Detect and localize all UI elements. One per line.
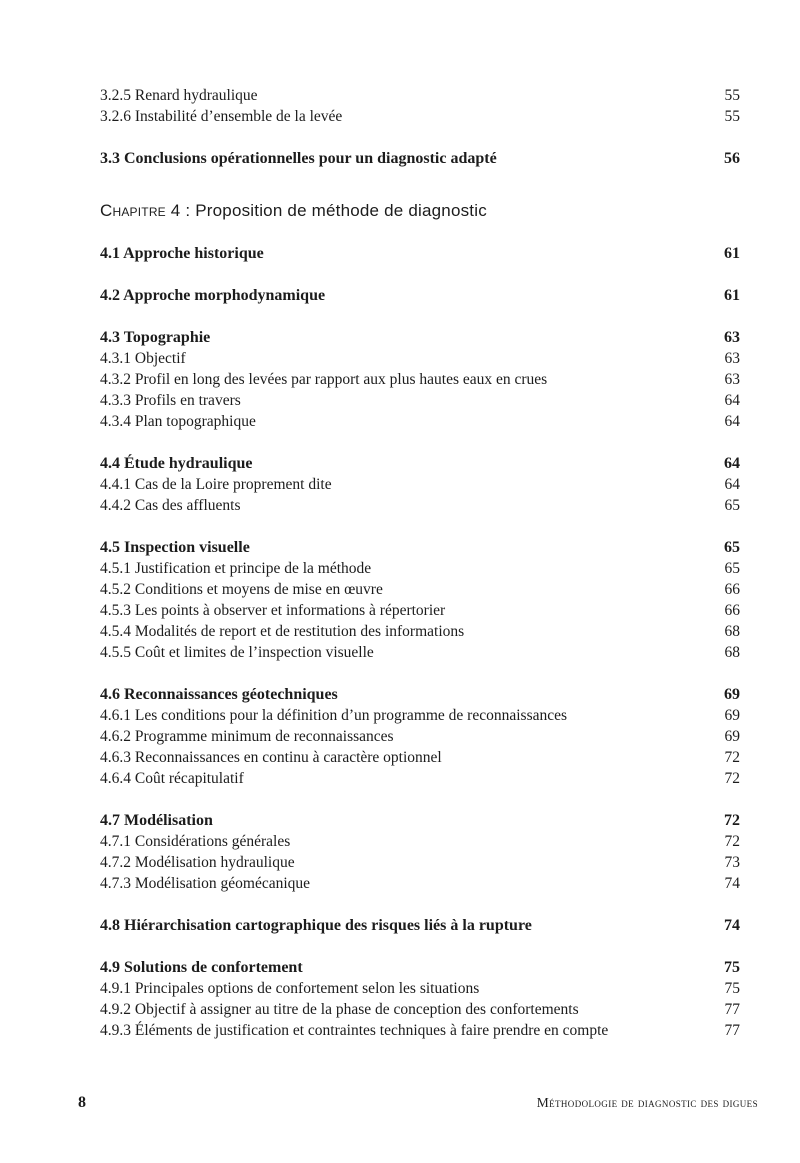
toc-entry-label: 4.5.5 Coût et limites de l’inspection visuelle (100, 644, 374, 661)
toc-entry-page: 74 (724, 875, 740, 892)
toc-entry-label: 4.6.4 Coût récapitulatif (100, 770, 244, 787)
toc-entry-label: 4.3.4 Plan topographique (100, 413, 256, 430)
toc-list (100, 85, 740, 1041)
toc-entry (100, 537, 740, 558)
toc-entry-label: 4.3.1 Objectif (100, 350, 186, 367)
toc-entry (100, 243, 740, 264)
toc-entry (100, 495, 740, 516)
toc-entry-label: 4.7.2 Modélisation hydraulique (100, 854, 295, 871)
toc-entry (100, 453, 740, 474)
toc-entry (100, 474, 740, 495)
toc-entry (100, 390, 740, 411)
toc-entry-page: 63 (724, 329, 740, 346)
toc-entry (100, 327, 740, 348)
toc-entry-page: 63 (724, 350, 740, 367)
toc-entry-label: 4.2 Approche morphodynamique (100, 287, 326, 304)
toc-entry-label: 4.6.3 Reconnaissances en continu à caractère optionnel (100, 749, 442, 766)
toc-entry-page: 64 (724, 476, 740, 493)
toc-entry-label: 4.6.1 Les conditions pour la définition d’un programme de reconnaissances (100, 707, 568, 724)
toc-entry-label: 4.5 Inspection visuelle (100, 539, 250, 556)
toc-entry-label: 4.7.3 Modélisation géomécanique (100, 875, 311, 892)
footer-book-title: Méthodologie de diagnostic des digues (536, 1095, 758, 1110)
toc-entry (100, 957, 740, 978)
toc-entry-label: 4.9.3 Éléments de justification et contraintes techniques à faire prendre en compte (100, 1022, 609, 1039)
toc-entry-page: 74 (724, 917, 740, 934)
toc-entry-label: 3.3 Conclusions opérationnelles pour un diagnostic adapté (100, 150, 497, 167)
toc-entry-page: 56 (724, 150, 740, 167)
toc-entry-page: 55 (724, 108, 740, 125)
toc-entry-page: 77 (724, 1001, 740, 1018)
toc-entry-page: 66 (724, 602, 740, 619)
chapter-label: Chapitre 4 (100, 201, 181, 220)
toc-entry-page: 61 (724, 287, 740, 304)
toc-entry-label: Chapitre 4 : Proposition de méthode de diagnostic (100, 201, 487, 220)
toc-entry-page: 61 (724, 245, 740, 262)
toc-entry-label: 4.4.1 Cas de la Loire proprement dite (100, 476, 332, 493)
toc-entry-page: 65 (724, 560, 740, 577)
toc-entry-page: 65 (724, 497, 740, 514)
toc-entry-label: 4.3.2 Profil en long des levées par rapport aux plus hautes eaux en crues (100, 371, 548, 388)
toc-entry (100, 411, 740, 432)
toc-entry-page: 73 (724, 854, 740, 871)
toc-entry-page: 72 (724, 833, 740, 850)
toc-entry-page: 64 (724, 392, 740, 409)
toc-entry (100, 768, 740, 789)
toc-entry-page: 75 (724, 959, 740, 976)
toc-entry-label: 4.8 Hiérarchisation cartographique des risques liés à la rupture (100, 917, 532, 934)
toc-entry (100, 285, 740, 306)
toc-entry-page: 72 (724, 812, 740, 829)
toc-entry (100, 1020, 740, 1041)
toc-entry (100, 621, 740, 642)
toc-entry-page: 72 (724, 749, 740, 766)
toc-entry (100, 558, 740, 579)
toc-entry-label: 4.4.2 Cas des affluents (100, 497, 241, 514)
toc-entry (100, 726, 740, 747)
toc-entry-page: 65 (724, 539, 740, 556)
toc-entry-label: 4.6 Reconnaissances géotechniques (100, 686, 338, 703)
toc-entry-page: 64 (724, 413, 740, 430)
toc-entry-page: 69 (724, 686, 740, 703)
toc-entry-page: 69 (724, 728, 740, 745)
toc-entry-label: 4.9.2 Objectif à assigner au titre de la phase de conception des confortements (100, 1001, 579, 1018)
toc-entry-label: 3.2.5 Renard hydraulique (100, 87, 258, 104)
toc-entry (100, 148, 740, 169)
toc-entry (100, 369, 740, 390)
toc-entry-label: 4.7.1 Considérations générales (100, 833, 291, 850)
toc-entry-label: 4.5.3 Les points à observer et informations à répertorier (100, 602, 446, 619)
toc-entry (100, 747, 740, 768)
footer-page-number: 8 (78, 1094, 86, 1111)
toc-entry-page: 68 (724, 644, 740, 661)
toc-entry-label: 4.6.2 Programme minimum de reconnaissances (100, 728, 394, 745)
toc-entry (100, 85, 740, 106)
toc-entry-label: 3.2.6 Instabilité d’ensemble de la levée (100, 108, 343, 125)
toc-entry (100, 642, 740, 663)
toc-entry-page: 64 (724, 455, 740, 472)
toc-entry (100, 873, 740, 894)
toc-entry-page: 69 (724, 707, 740, 724)
toc-entry (100, 348, 740, 369)
toc-entry-label: 4.9.1 Principales options de confortement selon les situations (100, 980, 480, 997)
page-footer (78, 1094, 758, 1112)
toc-entry (100, 999, 740, 1020)
toc-entry-page: 75 (724, 980, 740, 997)
toc-entry (100, 705, 740, 726)
toc-entry-label: 4.9 Solutions de confortement (100, 959, 303, 976)
toc-entry-label: 4.3.3 Profils en travers (100, 392, 241, 409)
toc-entry-page: 63 (724, 371, 740, 388)
toc-entry (100, 852, 740, 873)
chapter-heading (100, 200, 740, 222)
toc-entry (100, 600, 740, 621)
toc-entry (100, 106, 740, 127)
toc-entry (100, 579, 740, 600)
toc-entry-label: 4.1 Approche historique (100, 245, 264, 262)
toc-entry-page: 55 (724, 87, 740, 104)
toc-entry-label: 4.3 Topographie (100, 329, 211, 346)
toc-entry-page: 66 (724, 581, 740, 598)
toc-entry-page: 77 (724, 1022, 740, 1039)
toc-entry-label: 4.7 Modélisation (100, 812, 213, 829)
toc-entry-label: 4.5.1 Justification et principe de la méthode (100, 560, 372, 577)
toc-entry (100, 810, 740, 831)
toc-entry (100, 915, 740, 936)
toc-entry-page: 68 (724, 623, 740, 640)
toc-entry (100, 978, 740, 999)
toc-entry-label: 4.5.2 Conditions et moyens de mise en œuvre (100, 581, 383, 598)
toc-entry-label: 4.5.4 Modalités de report et de restitution des informations (100, 623, 465, 640)
toc-entry-page: 72 (724, 770, 740, 787)
toc-entry-label: 4.4 Étude hydraulique (100, 455, 253, 472)
toc-entry (100, 684, 740, 705)
toc-entry (100, 831, 740, 852)
